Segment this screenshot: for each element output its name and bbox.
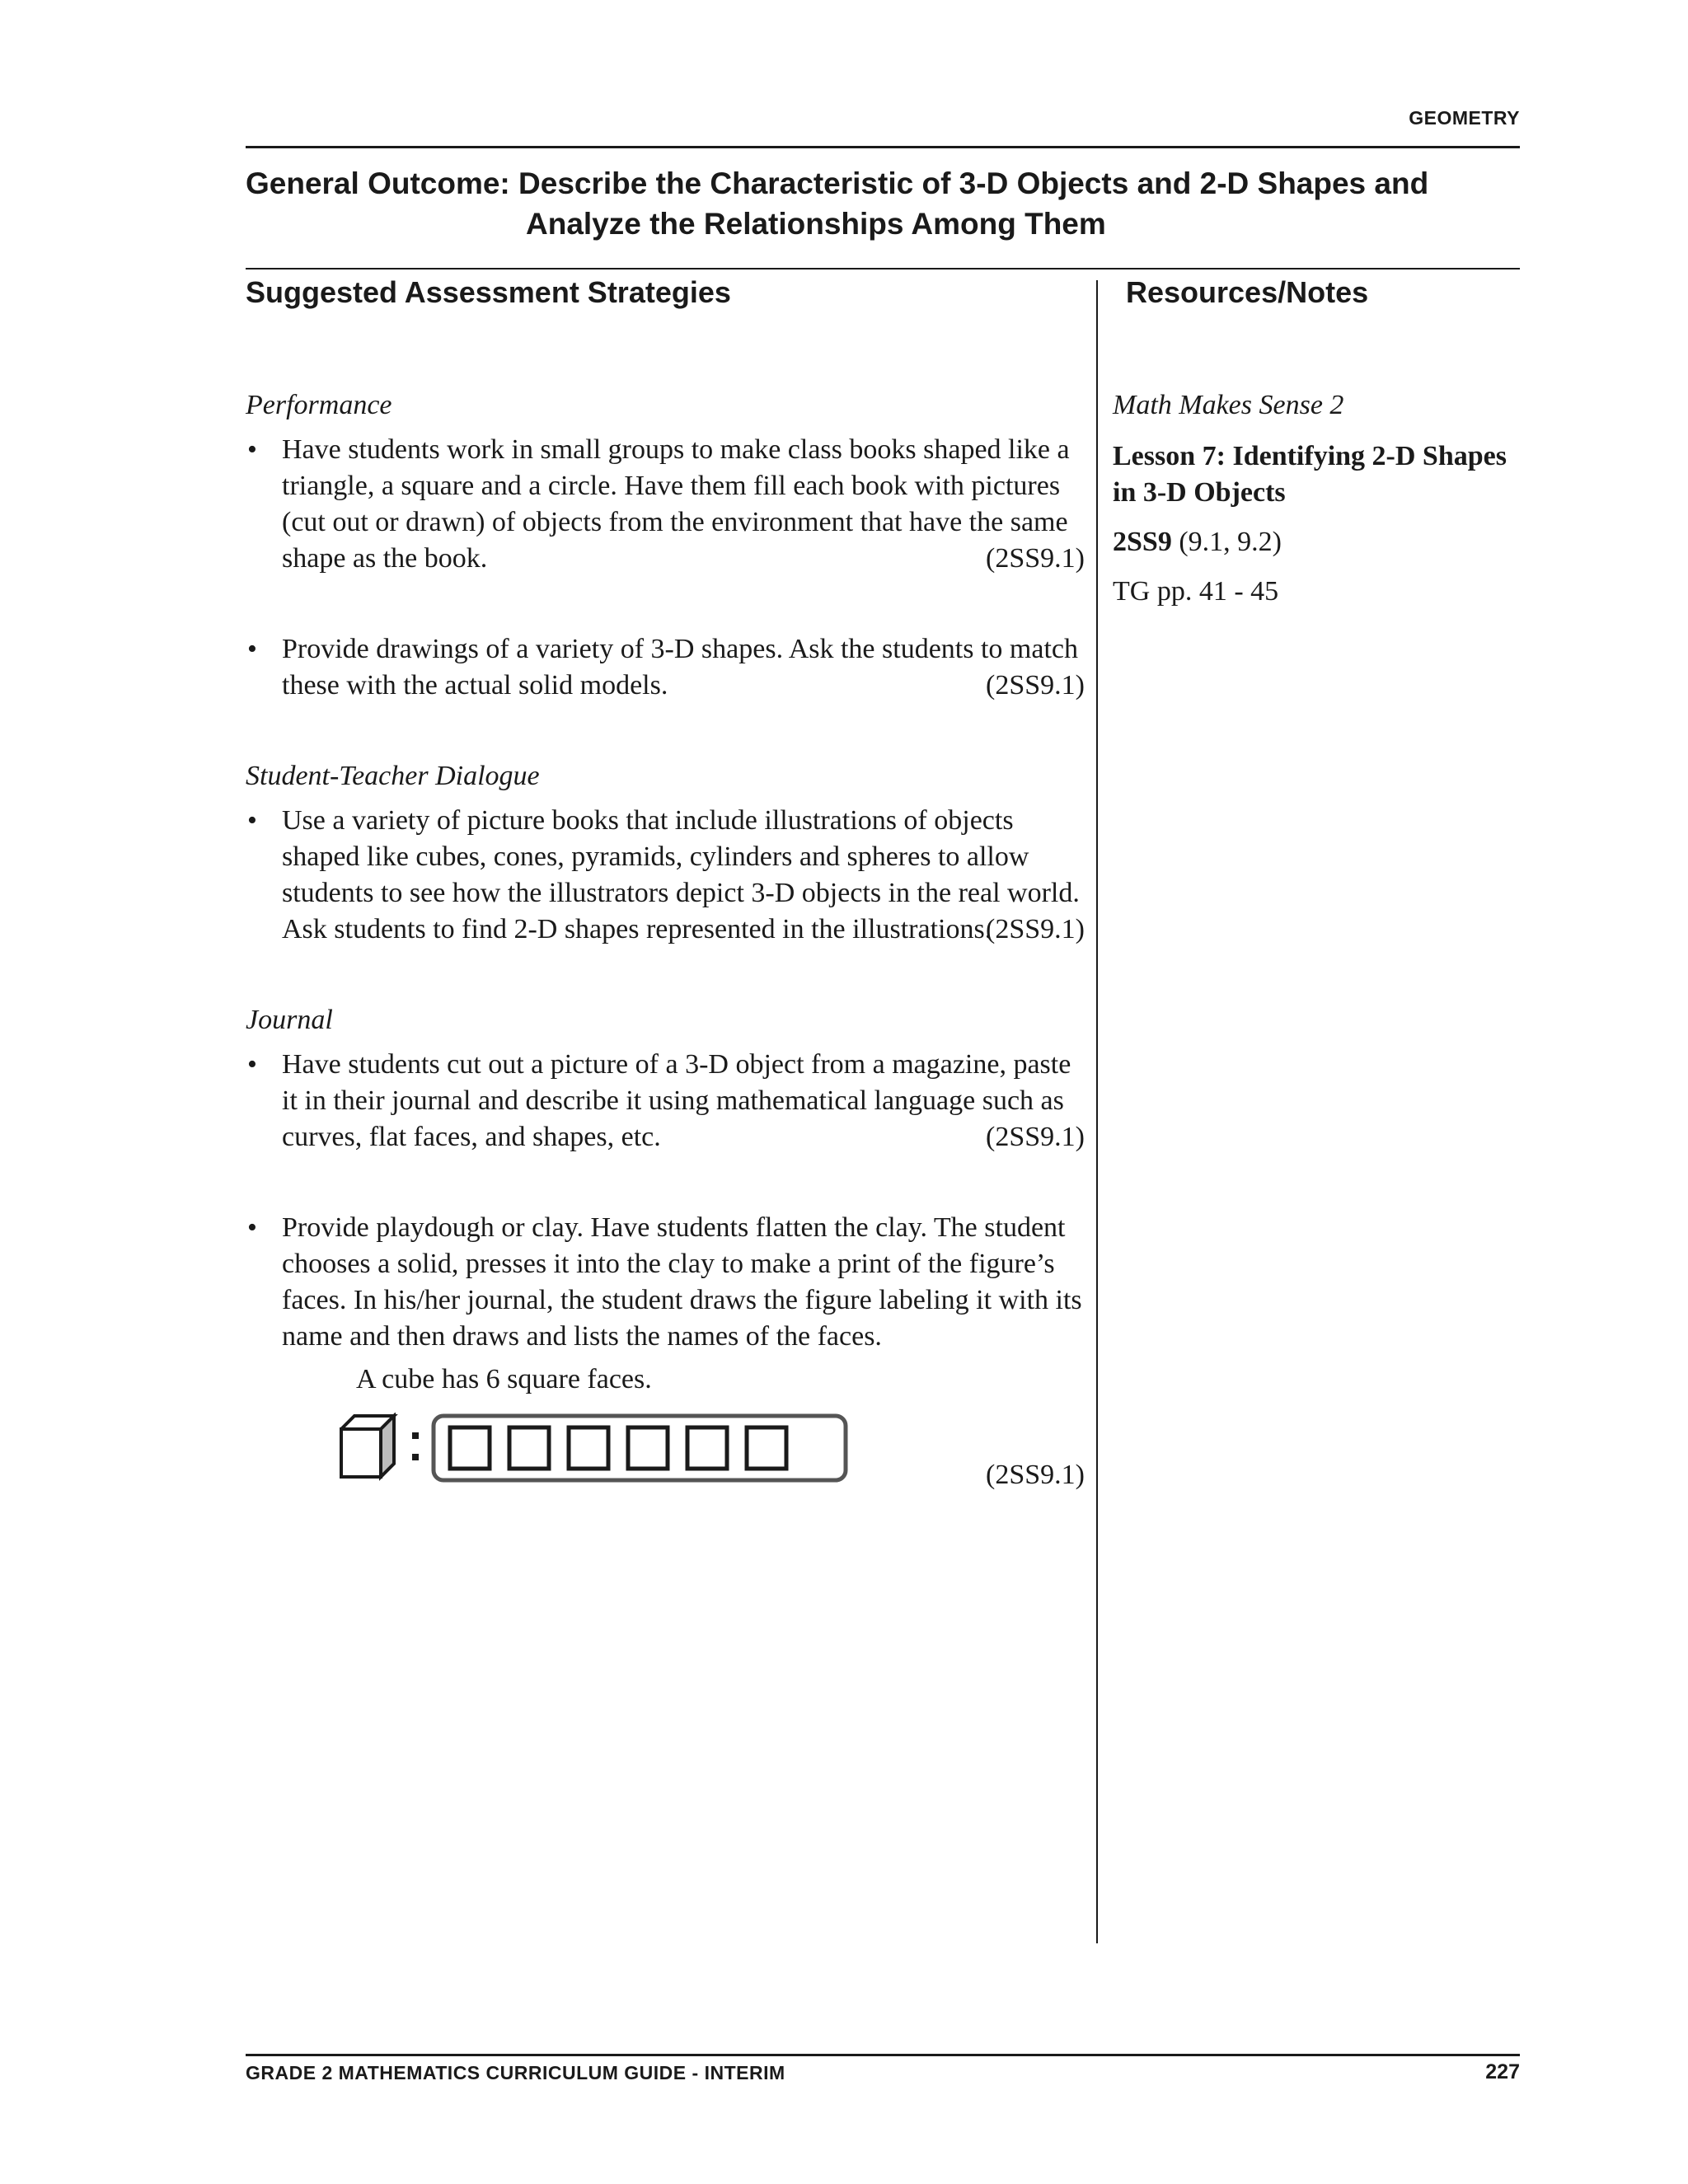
square-face-icon <box>628 1427 668 1469</box>
item-text: Provide playdough or clay. Have students flatten the clay. The student chooses a solid, presses it into the clay to make a print of the figure’s faces. In his/her journal, the student draws the figure labeling it with its name and then draws and lists the names of the faces. <box>282 1212 1082 1352</box>
cube-faces-illustration <box>340 1413 867 1487</box>
footer-rule <box>246 2054 1520 2056</box>
assessment-heading: Suggested Assessment Strategies <box>246 275 731 309</box>
resources-heading: Resources/Notes <box>1126 275 1369 309</box>
outcome-code: (2SS9.1) <box>986 914 1085 944</box>
outcome-code-bold: 2SS9 <box>1113 527 1172 557</box>
outcome-line-2: Analyze the Relationships Among Them <box>526 207 1106 241</box>
item-text: Have students cut out a picture of a 3-D object from a magazine, paste it in their journal and describe it using mathematical language such as curves, flat faces, and shapes, etc. <box>282 1049 1071 1152</box>
outcome-code: (2SS9.1) <box>986 670 1085 701</box>
outcome-line-1: General Outcome: Describe the Characteristic of 3-D Objects and 2-D Shapes and <box>246 166 1429 200</box>
bullet: • <box>247 434 257 465</box>
cube-faces-figure <box>282 1408 1085 1490</box>
cube-example-text: A cube has 6 square faces. <box>356 1364 652 1394</box>
footer-title: GRADE 2 MATHEMATICS CURRICULUM GUIDE - INTERIM <box>246 2062 785 2083</box>
square-face-icon <box>509 1427 549 1469</box>
journal-label: Journal <box>246 1005 333 1035</box>
bullet: • <box>247 634 257 664</box>
square-face-icon <box>450 1427 490 1469</box>
resource-outcomes <box>1113 524 1520 560</box>
item-text: Provide drawings of a variety of 3-D shapes. Ask the students to match these with the actual solid models. <box>282 634 1078 701</box>
colon-mark <box>412 1432 419 1460</box>
bullet: • <box>247 1049 257 1080</box>
item-text: Use a variety of picture books that include illustrations of objects shaped like cubes, cones, pyramids, cylinders and spheres to allow students to see how the illustrators depict 3-D objects in the real world. Ask students to find 2-D shapes represented in the illustrations. <box>282 805 1080 944</box>
resource-book-title: Math Makes Sense 2 <box>1113 390 1344 420</box>
teacher-guide-pages: TG pp. 41 - 45 <box>1113 576 1279 607</box>
list-item <box>246 803 1085 948</box>
list-item <box>246 631 1085 704</box>
list-item <box>246 1210 1085 1490</box>
square-face-icon <box>569 1427 608 1469</box>
outcome-code: (2SS9.1) <box>986 1122 1085 1152</box>
outcome-code: (2SS9.1) <box>986 1460 1085 1490</box>
outcome-code: (2SS9.1) <box>986 543 1085 574</box>
dialogue-label: Student-Teacher Dialogue <box>246 761 540 791</box>
outcome-refs: (9.1, 9.2) <box>1179 527 1282 557</box>
resource-lesson: Lesson 7: Identifying 2-D Shapes in 3-D Objects <box>1113 441 1507 508</box>
page-number: 227 <box>1485 2060 1520 2083</box>
bullet: • <box>247 1212 257 1243</box>
section-label: GEOMETRY <box>1409 107 1520 129</box>
bullet: • <box>247 805 257 836</box>
general-outcome-title <box>246 163 1520 244</box>
cube-icon <box>341 1416 394 1477</box>
list-item <box>246 432 1085 577</box>
resources-column <box>1113 387 1520 610</box>
header-rule <box>246 146 1520 148</box>
square-face-icon <box>747 1427 786 1469</box>
assessment-column <box>246 387 1085 1490</box>
item-text: Have students work in small groups to make class books shaped like a triangle, a square and a circle. Have them fill each book with pictures (cut out or drawn) of objects from the environment that have the same shape as the book. <box>282 434 1070 574</box>
column-divider <box>1096 280 1098 1943</box>
performance-label: Performance <box>246 390 392 420</box>
list-item <box>246 1047 1085 1155</box>
outcome-rule <box>246 268 1520 269</box>
square-face-icon <box>687 1427 727 1469</box>
